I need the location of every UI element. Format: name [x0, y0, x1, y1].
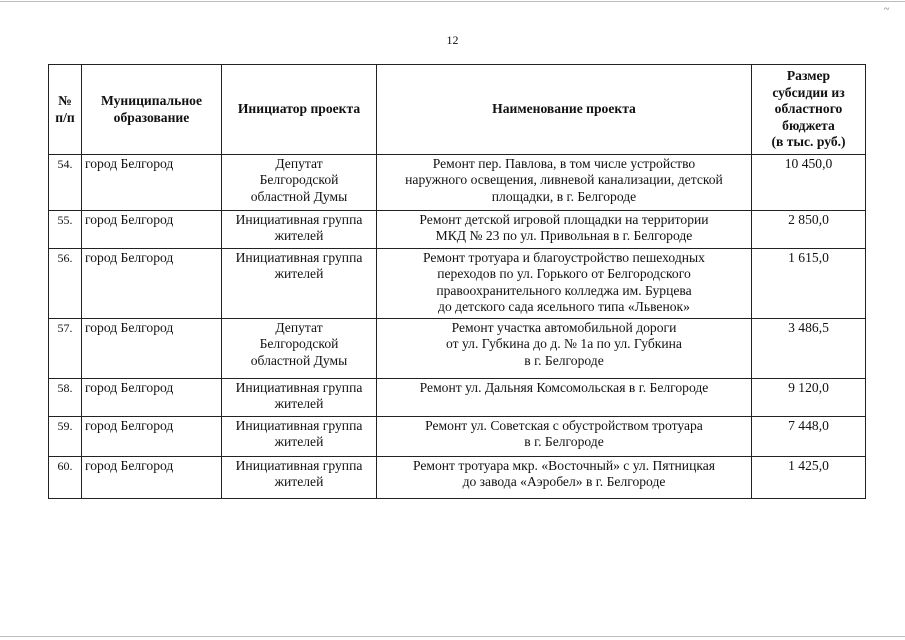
table-row: [49, 155, 866, 211]
row-initiator: Инициативная группа жителей: [222, 249, 377, 319]
table-header-row: [49, 65, 866, 155]
scan-bottom-edge: [0, 636, 905, 637]
row-number: 58.: [49, 379, 82, 417]
page-number: 12: [446, 33, 459, 47]
header-initiator: Инициатор проекта: [222, 65, 377, 155]
row-project: Ремонт тротуара и благоустройство пешеходных переходов по ул. Горького от Белгородского правоохранительного колледжа им. Бурцева до детского сада ясельного типа «Львенок»: [377, 249, 752, 319]
row-municipality: город Белгород: [82, 249, 222, 319]
row-municipality: город Белгород: [82, 319, 222, 379]
table-row: [49, 417, 866, 457]
table-row: [49, 379, 866, 417]
row-initiator: Депутат Белгородской областной Думы: [222, 155, 377, 211]
row-amount: 9 120,0: [752, 379, 866, 417]
table-row: [49, 211, 866, 249]
row-amount: 7 448,0: [752, 417, 866, 457]
row-number: 54.: [49, 155, 82, 211]
header-project: Наименование проекта: [377, 65, 752, 155]
row-amount: 2 850,0: [752, 211, 866, 249]
header-subsidy: Размер субсидии из областного бюджета (в тыс. руб.): [752, 65, 866, 155]
header-num: № п/п: [49, 65, 82, 155]
row-project: Ремонт участка автомобильной дороги от ул. Губкина до д. № 1а по ул. Губкина в г. Белгороде: [377, 319, 752, 379]
row-project: Ремонт тротуара мкр. «Восточный» с ул. Пятницкая до завода «Аэробел» в г. Белгороде: [377, 457, 752, 499]
row-number: 55.: [49, 211, 82, 249]
row-municipality: город Белгород: [82, 457, 222, 499]
table-row: [49, 249, 866, 319]
row-project: Ремонт детской игровой площадки на территории МКД № 23 по ул. Привольная в г. Белгороде: [377, 211, 752, 249]
row-initiator: Инициативная группа жителей: [222, 379, 377, 417]
row-municipality: город Белгород: [82, 417, 222, 457]
header-municipality: Муниципальное образование: [82, 65, 222, 155]
row-amount: 1 425,0: [752, 457, 866, 499]
row-municipality: город Белгород: [82, 379, 222, 417]
row-project: Ремонт ул. Советская с обустройством тротуара в г. Белгороде: [377, 417, 752, 457]
row-initiator: Инициативная группа жителей: [222, 417, 377, 457]
row-initiator: Инициативная группа жителей: [222, 211, 377, 249]
row-amount: 10 450,0: [752, 155, 866, 211]
row-number: 59.: [49, 417, 82, 457]
row-project: Ремонт ул. Дальняя Комсомольская в г. Белгороде: [377, 379, 752, 417]
subsidy-table: [48, 64, 866, 499]
row-municipality: город Белгород: [82, 211, 222, 249]
row-number: 57.: [49, 319, 82, 379]
row-amount: 3 486,5: [752, 319, 866, 379]
row-initiator: Депутат Белгородской областной Думы: [222, 319, 377, 379]
table-row: [49, 457, 866, 499]
row-initiator: Инициативная группа жителей: [222, 457, 377, 499]
scan-corner-mark: ~: [884, 4, 890, 15]
row-project: Ремонт пер. Павлова, в том числе устройство наружного освещения, ливневой канализации, детской площадки, в г. Белгороде: [377, 155, 752, 211]
row-number: 60.: [49, 457, 82, 499]
row-amount: 1 615,0: [752, 249, 866, 319]
row-municipality: город Белгород: [82, 155, 222, 211]
row-number: 56.: [49, 249, 82, 319]
table-row: [49, 319, 866, 379]
scan-top-edge: [0, 1, 905, 2]
